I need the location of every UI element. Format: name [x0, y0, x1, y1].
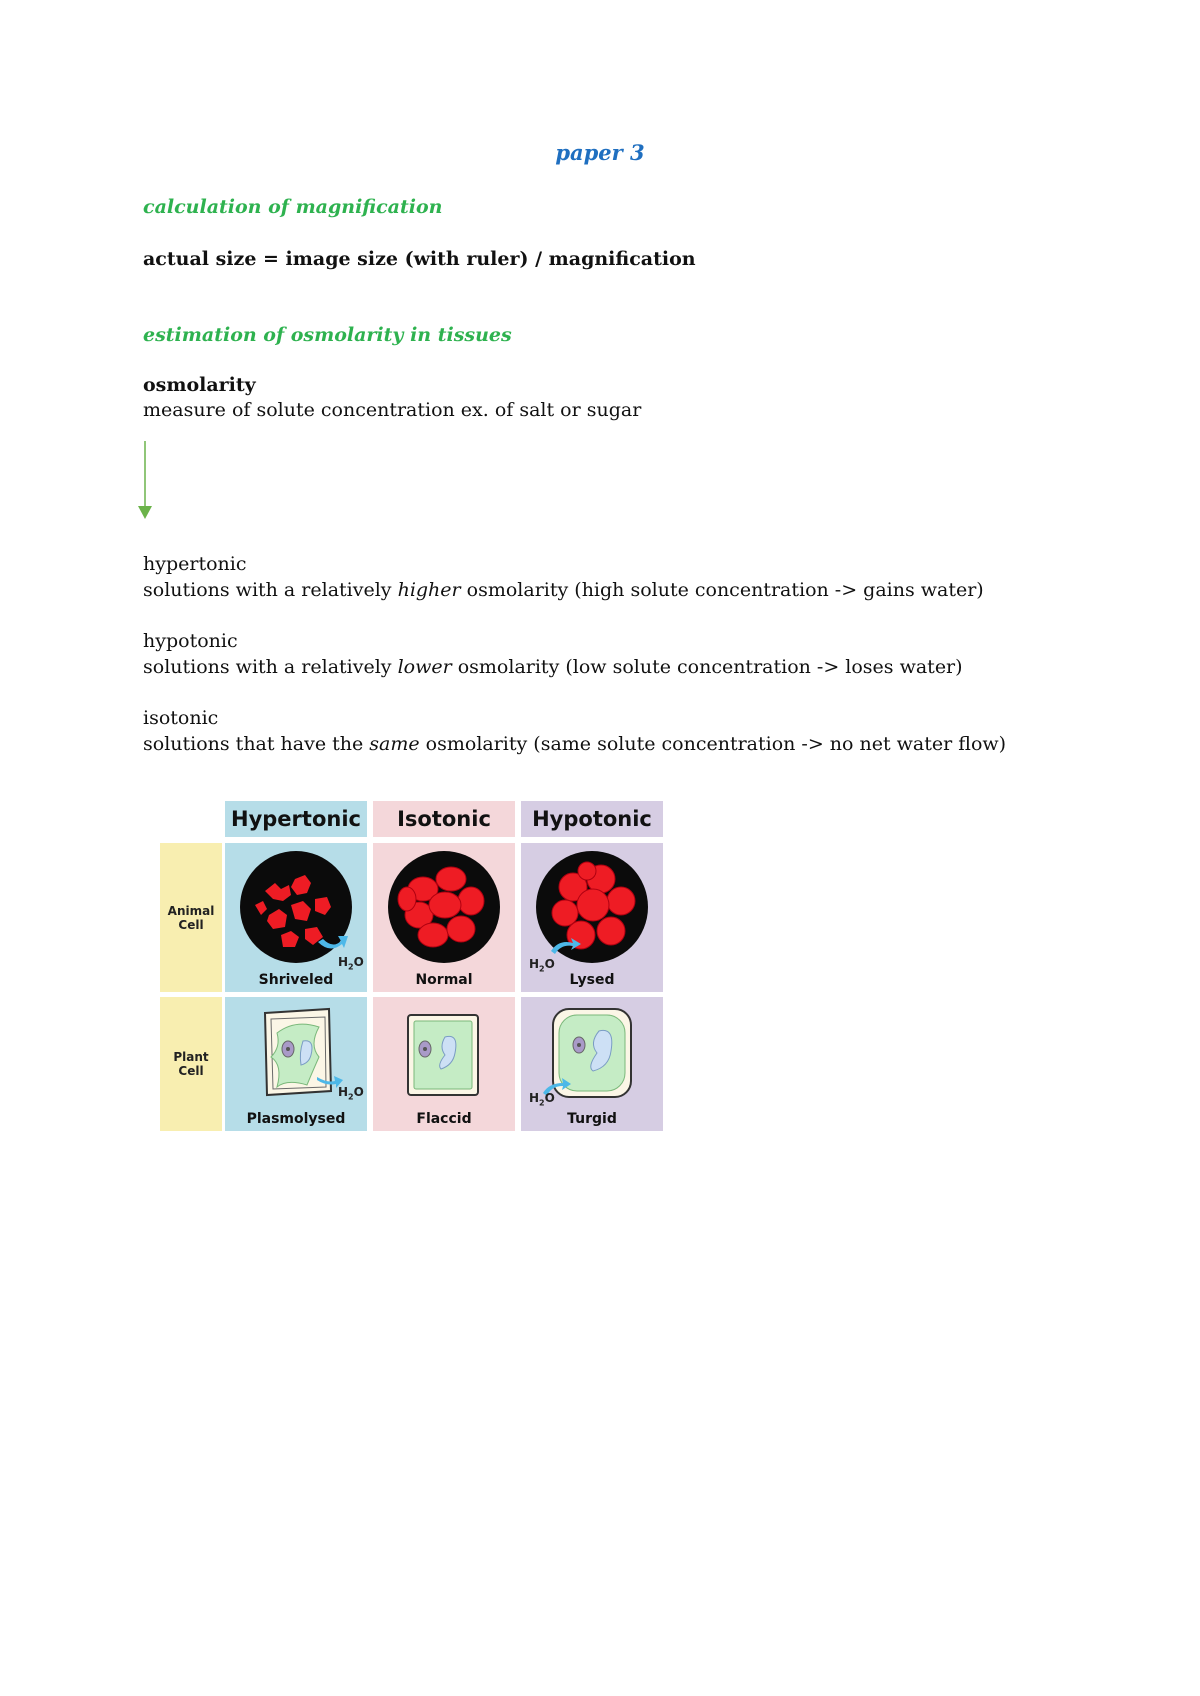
- label-lysed: Lysed: [569, 972, 615, 988]
- label-plasmolysed: Plasmolysed: [246, 1111, 346, 1127]
- normal-cell-icon: [373, 843, 515, 992]
- def-hypertonic-pre: solutions with a relatively: [143, 579, 398, 601]
- def-hypotonic-post: osmolarity (low solute concentration -> loses water): [451, 656, 963, 678]
- cell-plant-hypertonic: [225, 997, 367, 1131]
- row-label-animal-line1: Animal: [167, 903, 215, 918]
- section-heading-magnification: calculation of magnification: [143, 196, 443, 218]
- term-isotonic: isotonic: [143, 707, 219, 729]
- def-isotonic-post: osmolarity (same solute concentration -> no net water flow): [419, 733, 1007, 755]
- h2o-label: $H_2O$: [338, 1085, 364, 1102]
- row-label-plant-line1: Plant: [173, 1050, 209, 1064]
- osmolarity-definition: measure of solute concentration ex. of salt or sugar: [143, 399, 642, 421]
- osmolarity-term: osmolarity: [143, 374, 256, 396]
- label-turgid: Turgid: [567, 1111, 617, 1127]
- h2o-label: $H_2O$: [529, 1091, 555, 1108]
- row-label-plant: [160, 997, 222, 1131]
- cell-animal-hypertonic: [225, 843, 367, 992]
- label-flaccid: Flaccid: [416, 1111, 472, 1127]
- column-header-isotonic: Isotonic: [373, 801, 515, 837]
- def-isotonic-emph: same: [369, 733, 420, 755]
- tonicity-figure: [160, 801, 665, 1131]
- h2o-label: $H_2O$: [529, 957, 555, 974]
- section-heading-osmolarity: estimation of osmolarity in tissues: [143, 324, 512, 346]
- def-hypotonic: [143, 656, 963, 678]
- def-hypertonic-post: osmolarity (high solute concentration -> gains water): [460, 579, 984, 601]
- term-hypertonic: hypertonic: [143, 553, 247, 575]
- term-hypotonic: hypotonic: [143, 630, 238, 652]
- h2o-label: $H_2O$: [338, 955, 364, 972]
- down-arrow-icon: [137, 441, 157, 521]
- cell-animal-isotonic: [373, 843, 515, 992]
- def-hypotonic-emph: lower: [397, 656, 452, 678]
- cell-animal-hypotonic: [521, 843, 663, 992]
- column-header-hypotonic: Hypotonic: [521, 801, 663, 837]
- label-normal: Normal: [415, 972, 473, 988]
- row-label-animal: [160, 843, 222, 992]
- page-title: paper 3: [555, 140, 645, 165]
- def-hypotonic-pre: solutions with a relatively: [143, 656, 398, 678]
- row-label-animal-line2: Cell: [178, 917, 204, 932]
- def-isotonic-pre: solutions that have the: [143, 733, 370, 755]
- def-hypertonic-emph: higher: [397, 579, 461, 601]
- row-label-plant-line2: Cell: [178, 1064, 204, 1078]
- cell-plant-isotonic: [373, 997, 515, 1131]
- cell-plant-hypotonic: [521, 997, 663, 1131]
- label-shriveled: Shriveled: [258, 972, 334, 988]
- column-header-hypertonic: Hypertonic: [225, 801, 367, 837]
- magnification-formula: actual size = image size (with ruler) / magnification: [143, 248, 696, 270]
- def-isotonic: [143, 733, 1006, 755]
- def-hypertonic: [143, 579, 984, 601]
